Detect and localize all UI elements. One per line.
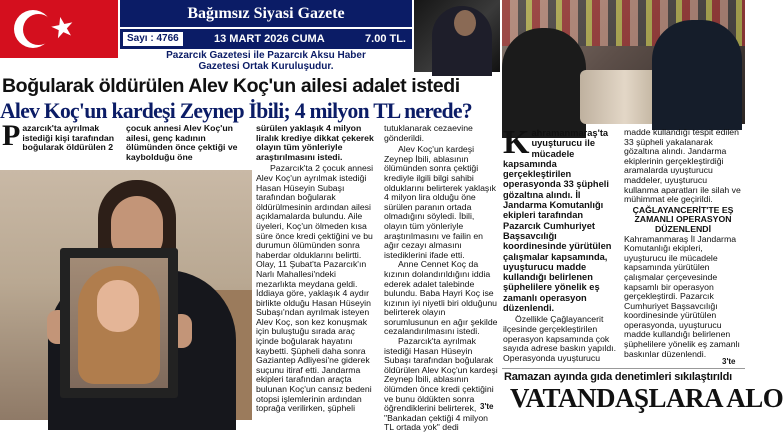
article-paragraph: Kahramanmaraş İl Jandarma Komutanlığı ekipleri, uyuşturucu ile mücadele kapsamında yürütülen çalışmalar çerçevesinde kapsamlı bir operasyon gerçekleştirdi. Pazarcık Cumhuriyet Başsavcılığı koordinesinde yürütülen operasyonda, uyuşturucu madde kullandığı belirlenen şüphelilere yönelik eş zamanlı baskınlar düzenlendi. [624,233,740,359]
right-article-continued: madde kullandığı tespit edilen 33 şüpheli yakalanarak gözaltına alındı. Jandarma ekiplerinin gerçekleştirdiği aramalarda uyuşturucu maddeler, uyuşturucu kullanma aparatları ile silah ve mühimmat ele geçirildi. [624,127,741,205]
right-continued-page-ref: 3'te [722,357,736,366]
issue-date: 13 MART 2026 CUMA [214,33,325,45]
main-continued-page-ref: 3'te [480,402,494,411]
right-article-lead: ahramanmaraş'ta uyuşturucu ile mücadele kapsamında gerçekleştirilen operasyonda 33 şüpheli gözaltına alındı. İl Jandarma Komutanlığı ekipleri tarafından Pazarcık Cumhuriyet Başsavcılığı koordinesinde yürütülen çalışmalar kapsamında, uyuşturucu madde kullandığı belirlenen şüphelilere yönelik eş zamanlı operasyon düzenlendi. [503,128,612,314]
operation-photo [502,0,745,124]
bottom-story [502,368,783,420]
issue-info-bar [120,29,412,49]
right-article-subheading: ÇAĞLAYANCERİT'TE EŞ ZAMANLI OPERASYON DÜZENLENDİ [632,204,734,234]
masthead-photo [414,0,500,72]
masthead [0,0,500,72]
column-4-lead: tutuklanarak cezaevine gönderildi. [384,123,473,143]
article-column-4 [384,124,498,433]
main-kicker-headline: Boğularak öldürülen Alev Koç'un ailesi adalet istedi [2,75,460,97]
article-paragraph: Özellikle Çağlayancerit ilçesinde gerçekleştirilen operasyon kapsamında çok sayıda adrese baskın yapıldı. Operasyonda uyuşturucu [503,314,617,363]
article-paragraph: Anne Cennet Koç da kızının dolandırıldığını iddia ederek adalet talebinde bulundu. Baba Hayri Koç ise kızının iyi niyetli biri olduğunu belirterek olayın sorumlusunun en ağır şekilde cezalandırılmasını istedi. [384,259,498,337]
merger-note-line2: Gazetesi Ortak Kuruluşudur. [198,61,334,72]
main-headline: Alev Koç'un kardeşi Zeynep İbili; 4 milyon TL nerede? [0,98,472,123]
right-article-column-2 [624,128,742,359]
bottom-headline: VATANDAŞLARA ALO [510,383,783,413]
turkish-flag-icon: ★ [0,0,118,58]
article-paragraph: Pazarcık'ta ayrılmak istediği Hasan Hüseyin Subaşı tarafından boğularak öldürülen Alev Koç'un kardeşi Zeynep İbili, ablasının ölümden önce kredi çektiğini ve bunu öldükten sonra öğrendiklerini belirterek, "Bankadan çektiği 4 milyon TL ortada yok" dedi [384,336,498,433]
drop-cap: K [503,124,530,161]
drop-cap: P [2,119,21,152]
column-3-lead: sürülen yaklaşık 4 milyon liralık krediye dikkat çekerek olayın tüm yönleriyle araştırılmasını istedi. [256,123,374,162]
right-article-column-1 [503,124,617,363]
issue-price: 7.00 TL. [365,33,406,45]
bottom-kicker-headline: Ramazan ayında gıda denetimleri sıkılaştırıldı [504,371,732,383]
main-article-photo [0,170,252,420]
issue-number: Sayı : 4766 [123,32,183,46]
column-1-lead: azarcık'ta ayrılmak istediği kişi tarafından boğularak öldürülen 2 [22,123,115,153]
article-paragraph: Alev Koç'un kardeşi Zeynep İbili, ablasının ölümünden sonra çektiği krediyle ilgili bilgi sahibi olduklarını belirterek yaklaşık 4 milyon lira olduğu öne sürülen paranın ortada olmadığını söyledi. İbili, olayın tüm yönleriyle araştırılmasını ve failin en ağır cezayı almasını istediklerini ifade etti. [384,144,497,260]
article-column-2 [126,124,238,174]
framed-portrait [60,248,178,398]
newspaper-tagline: Bağımsız Siyasi Gazete [120,0,412,27]
column-2-lead: çocuk annesi Alev Koç'un ailesi, genç kadının ölümünden önce çektiği ve kaybolduğu öne [126,123,238,162]
article-column-3 [256,124,378,414]
merger-note-line1: Pazarcık Gazetesi ile Pazarcık Aksu Haber [166,50,366,61]
article-column-1 [2,119,117,164]
article-paragraph: Pazarcık'ta 2 çocuk annesi Alev Koç'un ayrılmak istediği Hasan Hüseyin Subaşı tarafından boğularak öldürülmesinin ardından ailesi açıklamalarda bulundu. Aile üyeleri, Koç'un ölmeden kısa süre önce kredi çektiğini ve bu durumun ölümünden sonra haberdar olduklarını belirtti. Olay, 11 Şubat'ta Pazarcık'ın Narlı Mahallesi'ndeki mezarlıkta meydana geldi. İddiaya göre, yaklaşık 4 aydır birlikte olduğu Hasan Hüseyin Subaşı'ndan ayrılmak isteyen Alev Koç, son kez konuşmak için buluştuğu sırada araç içinde boğularak hayatını kaybetti. Şüpheli daha sonra Gaziantep Adliyesi'ne giderek suçunu itiraf etti. Jandarma ekipleri tarafından araçta bulunan Koç'un cansız bedeni otopsi işlemlerinin ardından toprağa verilirken, şüpheli [256,163,374,414]
